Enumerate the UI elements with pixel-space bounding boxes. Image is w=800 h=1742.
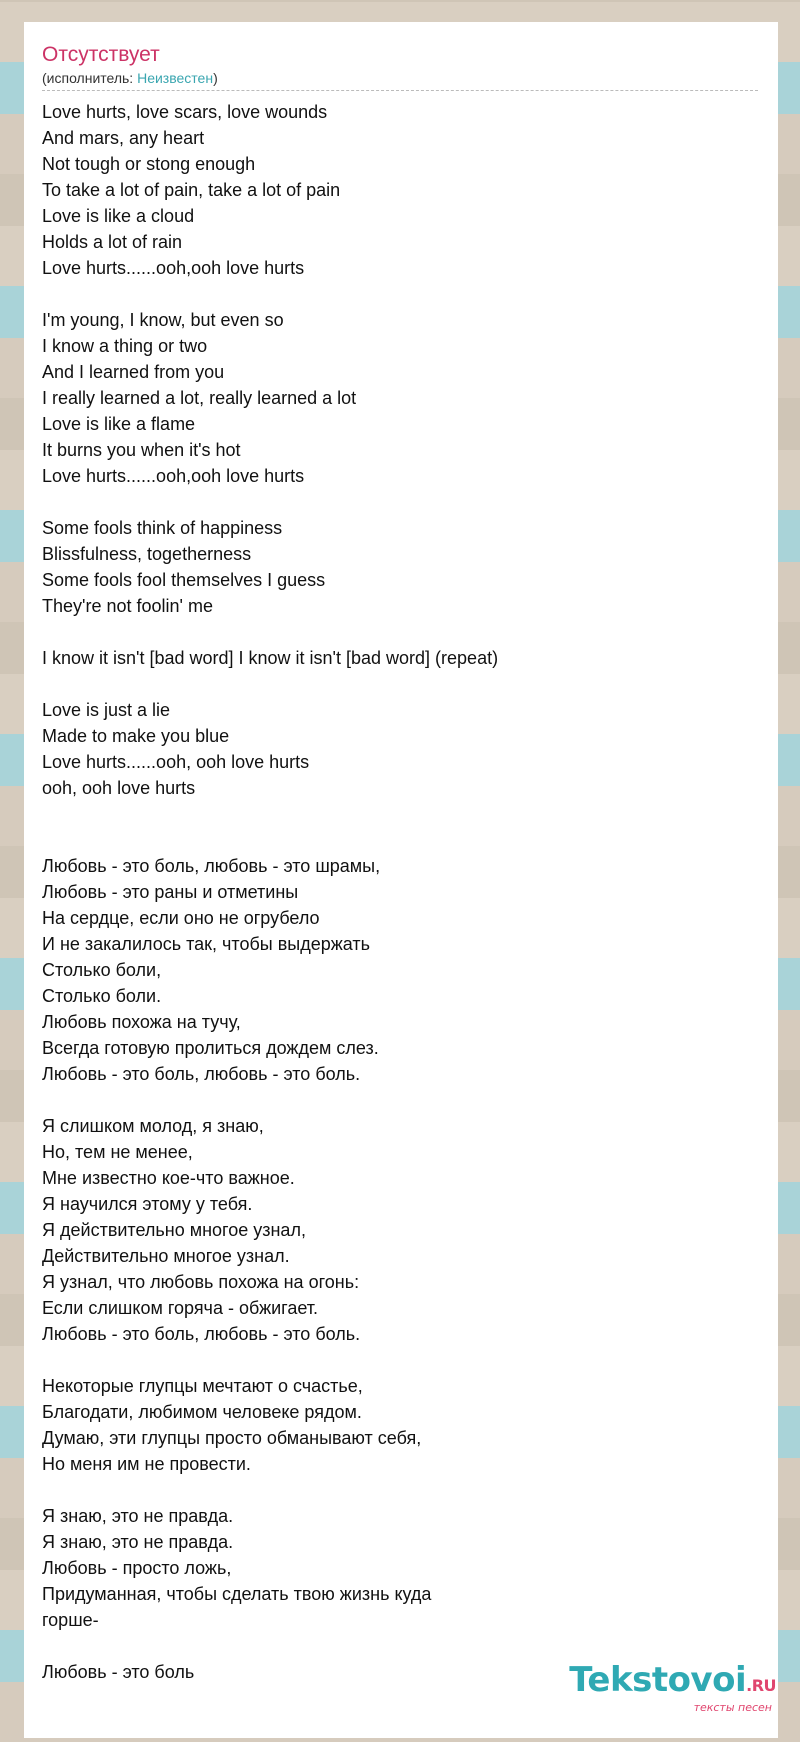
song-title: Отсутствует <box>42 43 160 66</box>
site-logo <box>569 1662 776 1714</box>
lyrics-card <box>24 22 778 1738</box>
artist-link[interactable]: Неизвестен <box>137 70 214 86</box>
logo-main-text: Tekstovoi <box>569 1660 747 1700</box>
artist-line <box>42 68 760 88</box>
header-divider <box>42 90 758 91</box>
logo-wordmark <box>569 1662 776 1704</box>
logo-tagline: тексты песен <box>693 1701 772 1714</box>
logo-domain: .RU <box>746 1676 776 1695</box>
artist-suffix: ) <box>213 70 218 86</box>
lyrics-text: Love hurts, love scars, love wounds And mars, any heart Not tough or stong enough To take a lot of pain, take a lot of pain Love is like a cloud Holds a lot of rain Love hurts......ooh,ooh love hurts I'm young, I know, but even so I know a thing or two And I learned from you I really learned a lot, really learned a lot Love is like a flame It burns you when it's hot Love hurts......ooh,ooh love hurts Some fools think of happiness Blissfulness, togetherness Some fools fool themselves I guess They're not foolin' me I know it isn't [bad word] I know it isn't [bad word] (repeat) Love is just a lie Made to make you blue Love hurts......ooh, ooh love hurts ooh, ooh love hurts Любовь - это боль, любовь - это шрамы, Любовь - это раны и отметины На сердце, если оно не огрубело И не закалилось так, чтобы выдержать Столько боли, Столько боли. Любовь похожа на тучу, Всегда готовую пролиться дождем слез. Любовь - это боль, любовь - это боль. Я слишком молод, я знаю, Но, тем не менее, Мне известно кое-что важное. Я научился этому у тебя. Я действительно многое узнал, Действительно многое узнал. Я узнал, что любовь похожа на огонь: Если слишком горяча - обжигает. Любовь - это боль, любовь - это боль. Некоторые глупцы мечтают о счастье, Благодати, любимом человеке рядом. Думаю, эти глупцы просто обманывают себя, Но меня им не провести. Я знаю, это не правда. Я знаю, это не правда. Любовь - просто ложь, Придуманная, чтобы сделать твою жизнь куда горше- Любовь - это боль <box>42 102 499 1682</box>
artist-prefix: (исполнитель: <box>42 70 138 86</box>
